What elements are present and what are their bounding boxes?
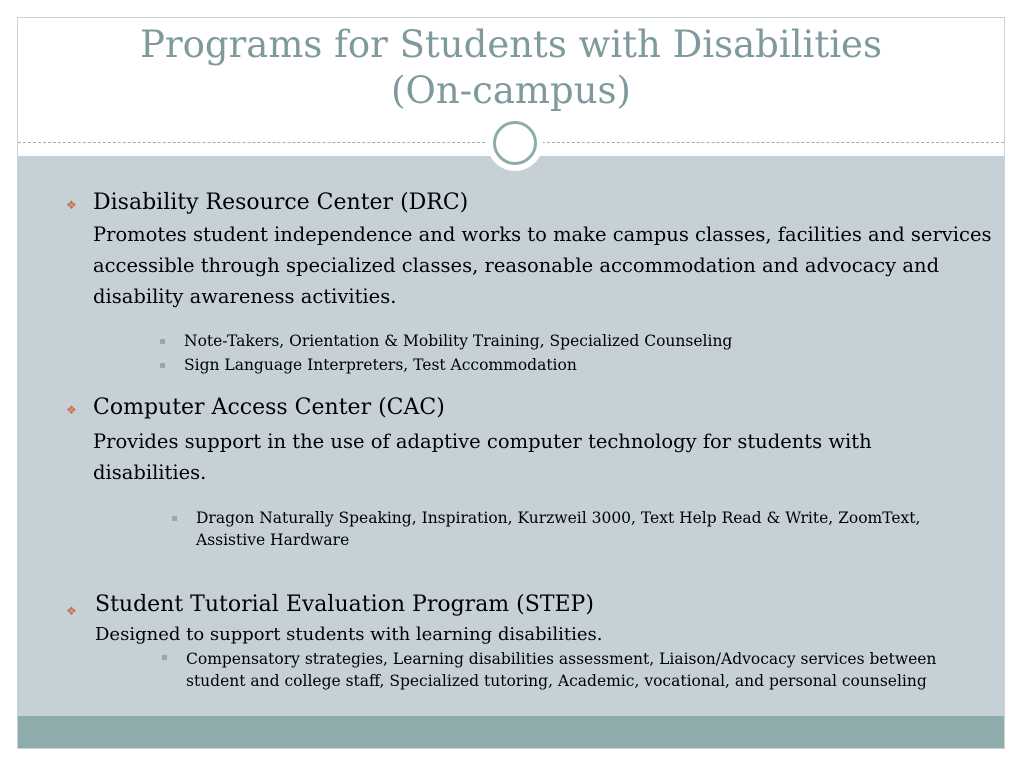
square-bullet-icon <box>162 655 167 660</box>
slide-title-line-2: (On-campus) <box>391 69 631 112</box>
slide-title-line-1: Programs for Students with Disabilities <box>140 23 882 66</box>
list-item <box>158 354 958 376</box>
section-description: Designed to support students with learning disabilities. <box>95 624 603 645</box>
list-item <box>160 648 960 692</box>
section-heading: Disability Resource Center (DRC) <box>93 190 469 215</box>
square-bullet-icon <box>160 363 165 368</box>
content-area <box>18 156 1004 716</box>
diamond-bullet-icon: ❖ <box>66 403 77 417</box>
list-item <box>170 507 930 551</box>
section-sub-list <box>160 648 960 692</box>
list-item-text: Dragon Naturally Speaking, Inspiration, Kurzweil 3000, Text Help Read & Write, ZoomText, Assistive Hardware <box>196 509 921 549</box>
section-heading: Student Tutorial Evaluation Program (STEP) <box>95 592 594 617</box>
diamond-bullet-icon: ❖ <box>66 198 77 212</box>
list-item-text: Sign Language Interpreters, Test Accommodation <box>184 356 577 374</box>
footer-band <box>18 716 1004 749</box>
section-description: Provides support in the use of adaptive computer technology for students with disabilities. <box>93 430 872 484</box>
list-item <box>158 330 958 352</box>
ornament-ring <box>493 121 537 165</box>
list-item-text: Note-Takers, Orientation & Mobility Training, Specialized Counseling <box>184 332 733 350</box>
list-item-text: Compensatory strategies, Learning disabilities assessment, Liaison/Advocacy services between student and college staff, Specialized tutoring, Academic, vocational, and personal counseling <box>186 650 937 690</box>
square-bullet-icon <box>172 516 177 521</box>
circle-ornament-icon <box>487 115 543 171</box>
section-sub-list <box>158 330 958 376</box>
slide <box>17 17 1005 749</box>
square-bullet-icon <box>160 339 165 344</box>
section-heading: Computer Access Center (CAC) <box>93 395 445 420</box>
section-description: Promotes student independence and works to make campus classes, facilities and services accessible through specialized classes, reasonable accommodation and advocacy and disability awareness activities. <box>93 223 992 308</box>
diamond-bullet-icon: ❖ <box>66 604 77 618</box>
section-sub-list <box>170 507 930 551</box>
